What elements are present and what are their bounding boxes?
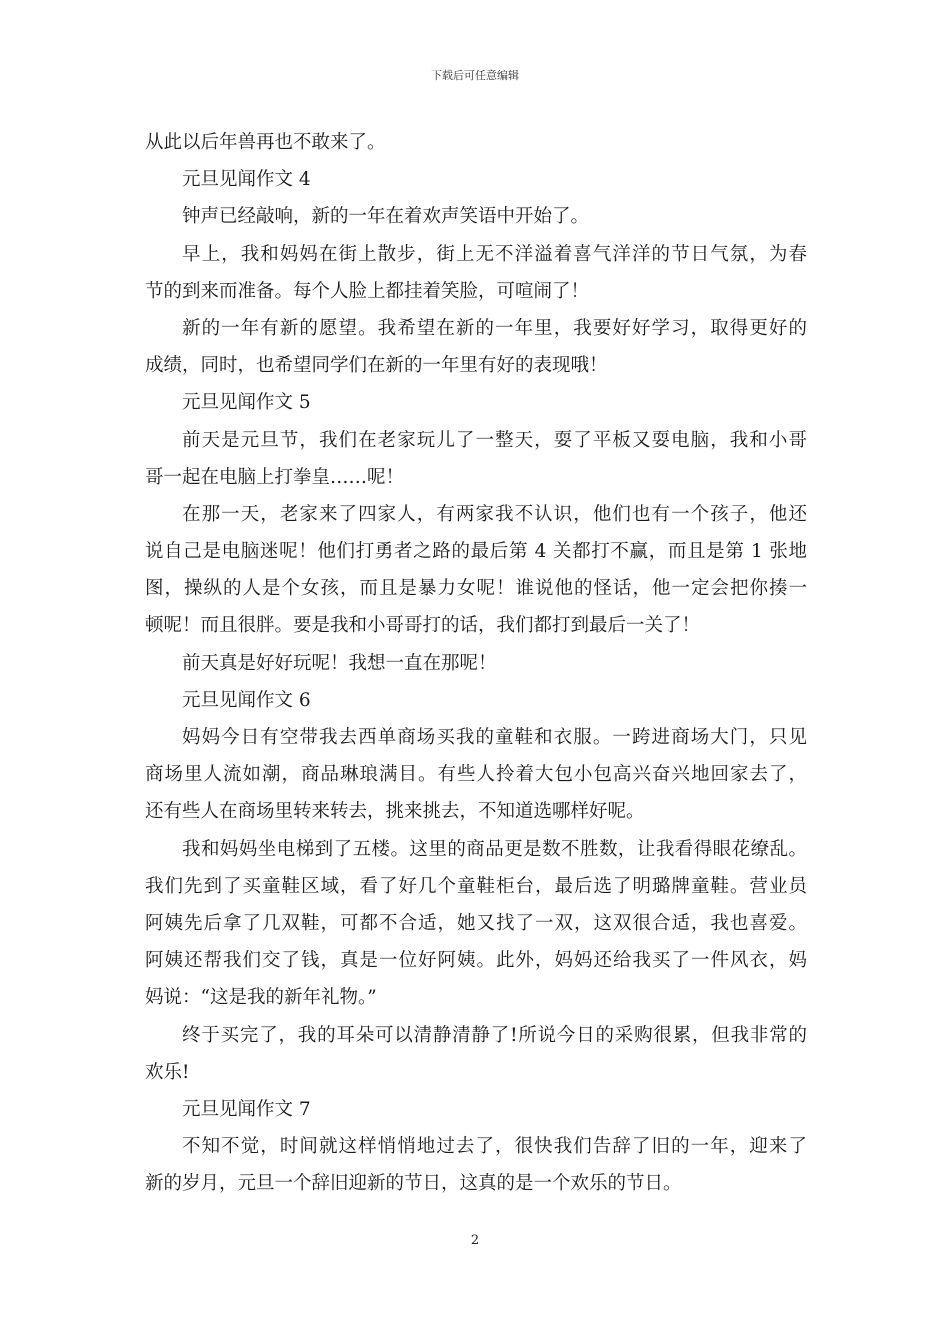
page-number: 2 — [470, 1233, 480, 1248]
text-line: 早上，我和妈妈在街上散步，街上无不洋溢着喜气洋洋的节日气氛，为春 — [182, 243, 807, 265]
text-line: 我和妈妈坐电梯到了五楼。这里的商品更是数不胜数，让我看得眼花缭乱。 — [182, 838, 807, 860]
text-line: 在那一天，老家来了四家人，有两家我不认识，他们也有一个孩子，他还 — [182, 503, 807, 525]
document-body — [145, 124, 807, 1202]
text-line: 顿呢！而且很胖。要是我和小哥哥打的话，我们都打到最后一关了！ — [145, 615, 701, 637]
text-line: 钟声已经敲响，新的一年在着欢声笑语中开始了。 — [182, 206, 590, 228]
text-line: 妈说：“这是我的新年礼物。” — [145, 987, 377, 1009]
text-line: 我们先到了买童鞋区域，看了好几个童鞋柜台，最后选了明璐牌童鞋。营业员 — [145, 875, 807, 897]
text-line: 成绩，同时，也希望同学们在新的一年里有好的表现哦！ — [145, 355, 608, 377]
page-header: 下载后可任意编辑 — [431, 69, 519, 82]
text-line: 元旦见闻作文 7 — [182, 1098, 311, 1120]
text-line: 新的一年有新的愿望。我希望在新的一年里，我要好好学习，取得更好的 — [182, 317, 807, 339]
text-line: 前天真是好好玩呢！我想一直在那呢！ — [182, 652, 497, 674]
text-line: 哥一起在电脑上打拳皇……呢！ — [145, 466, 405, 488]
text-line: 还有些人在商场里转来转去，挑来挑去，不知道选哪样好呢。 — [145, 801, 645, 823]
text-line: 妈妈今日有空带我去西单商场买我的童鞋和衣服。一跨进商场大门，只见 — [182, 727, 807, 748]
text-line: 商场里人流如潮，商品琳琅满目。有些人拎着大包小包高兴奋兴地回家去了， — [145, 764, 807, 786]
text-line: 不知不觉，时间就这样悄悄地过去了，很快我们告辞了旧的一年，迎来了 — [182, 1136, 807, 1158]
text-line: 元旦见闻作文 4 — [182, 169, 311, 191]
text-line: 节的到来而准备。每个人脸上都挂着笑脸，可喧闹了！ — [145, 280, 590, 302]
text-line: 元旦见闻作文 6 — [182, 689, 311, 711]
text-line: 阿姨还帮我们交了钱，真是一位好阿姨。此外，妈妈还给我买了一件风衣，妈 — [145, 950, 807, 972]
text-line: 阿姨先后拿了几双鞋，可都不合适，她又找了一双，这双很合适，我也喜爱。 — [145, 912, 807, 934]
text-line: 终于买完了，我的耳朵可以清静清静了!所说今日的采购很累，但我非常的 — [182, 1024, 807, 1046]
text-line: 元旦见闻作文 5 — [182, 392, 311, 414]
text-line: 图，操纵的人是个女孩，而且是暴力女呢！谁说他的怪话，他一定会把你揍一 — [145, 578, 807, 600]
text-line: 欢乐! — [145, 1061, 190, 1083]
text-line: 前天是元旦节，我们在老家玩儿了一整天，耍了平板又耍电脑，我和小哥 — [182, 429, 807, 451]
text-line: 从此以后年兽再也不敢来了。 — [145, 132, 386, 153]
text-line: 说自己是电脑迷呢！他们打勇者之路的最后第 4 关都打不赢，而且是第 1 张地 — [145, 541, 807, 563]
text-line: 新的岁月，元旦一个辞旧迎新的节日，这真的是一个欢乐的节日。 — [145, 1173, 682, 1195]
